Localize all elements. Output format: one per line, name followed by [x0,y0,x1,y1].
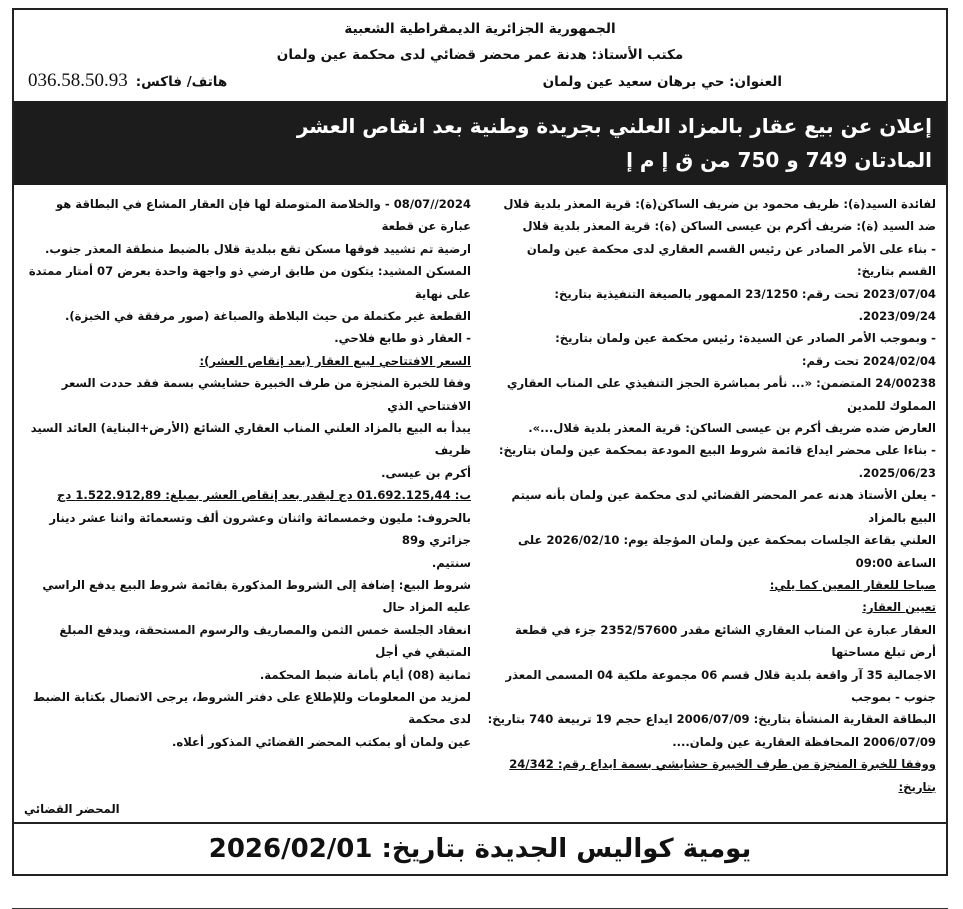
signature-row [14,798,946,822]
notice-title: إعلان عن بيع عقار بالمزاد العلني بجريدة وطنية بعد انقاص العشر [296,114,932,138]
legal-articles: المادتان 749 و 750 من ق إ م إ [626,148,932,172]
text-line: عين ولمان أو بمكتب المحضر القضائي المذكور أعلاه. [171,734,471,749]
contact-row [28,68,932,95]
text-line: العقار عبارة عن المناب العقاري الشائع مقدر 2352/57600 جزء في قطعة أرض تبلغ مساحتها [515,622,936,660]
phone-group [28,68,227,95]
text-line: - بناءا على محضر ايداع قائمة شروط البيع المودعة بمحكمة عين ولمان بتاريخ: [498,443,936,458]
text-line: 2024//08/07 - والخلاصة المتوصلة لها فإن العقار المشاع في البطاقة هو عبارة عن قطعة [55,197,471,234]
text-line: المسكن المشيد: يتكون من طابق ارضي ذو واجهة واحدة بعرض 07 أمتار ممتدة على نهاية [28,264,471,301]
text-line: انعقاد الجلسة خمس الثمن والمصاريف والرسوم المستحقة، ويدفع المبلغ المتبقي في أجل [59,622,471,660]
address: العنوان: حي برهان سعيد عين ولمان [542,74,782,90]
text-line: 2023/07/04 تحت رقم: 23/1250 الممهور بالصيغة التنفيذية بتاريخ: 2023/09/24. [554,286,936,324]
left-column [22,193,471,798]
notice-title-banner [14,101,946,185]
text-line: لمزيد من المعلومات وللإطلاع على دفتر الشروط، يرجى الاتصال بكتابة الضبط لدى محكمة [33,689,471,727]
publication-footer: يومية كواليس الجديدة بتاريخ: 2026/02/01 [14,822,946,874]
text-line: لفائدة السيد(ة): ظريف محمود بن ضريف الساكن(ة): قرية المعذر بلدية قلال [503,197,936,211]
republic-title: الجمهورية الجزائرية الديمقراطية الشعبية [344,21,616,37]
text-line: أكرم بن عيسى. [381,465,471,480]
text-line: ب: 01.692.125,44 دج ليقدر بعد إنقاص العشر بمبلغ: 1.522.912,89 دج [57,488,471,503]
text-line: ووفقا للخبرة المنجزة من طرف الخبيرة حشايشي بسمة ايداع رقم: 24/342 بتاريخ: [509,757,936,794]
text-line: وفقا للخبرة المنجزة من طرف الخبيرة حشايشي بسمة فقد حددت السعر الافتتاحي الذي [61,376,471,413]
text-line: - وبموجب الأمر الصادر عن السيدة: رئيس محكمة عين ولمان بتاريخ: 2024/02/04 تحت رقم: [555,331,936,368]
text-line: صباحا للعقار المعين كما يلي: [769,577,936,592]
notice-header [14,10,946,101]
legal-notice [12,8,948,876]
text-line: تعيين العقار: [862,600,936,615]
text-line: - يعلن الأستاذ هدنه عمر المحضر القضائي لدى محكمة عين ولمان بأنه سيتم البيع بالمزاد [511,488,936,525]
text-line: ارضية تم تشييد فوقها مسكن تقع ببلدية قلال بالضبط منطقة المعذر جنوب. [45,241,471,256]
text-line: يبدأ به البيع بالمزاد العلني المناب العقاري الشائع (الأرض+البناية) العائد السيد ظريف [30,421,471,458]
text-line: ضد السيد (ة): ضريف أكرم بن عيسى الساكن (ة): قرية المعذر بلدية قلال [522,219,936,234]
notice-body [14,185,946,798]
text-line: السعر الافتتاحي لبيع العقار (بعد إنقاص العشر): [199,353,471,368]
text-line: العارض ضده ضريف أكرم بن عيسى الساكن: قرية المعذر بلدية قلال...». [528,421,936,436]
bailiff-office: مكتب الأستاذ: هدنة عمر محضر قضائي لدى محكمة عين ولمان [276,47,684,63]
phone-number: 036.58.50.93 [28,70,128,91]
text-line: ثمانية (08) أيام بأمانة ضبط المحكمة. [259,667,471,682]
signature: المحضر القضائي [24,801,120,816]
text-line: - العقار ذو طابع فلاحي. [334,331,471,346]
text-line: البطاقة العقارية المنشأة بتاريخ: 2006/07/09 ايداع حجم 19 تربيعة 740 بتاريخ: [487,712,936,727]
text-line: 2025/06/23. [858,465,936,480]
text-line: 2006/07/09 المحافظة العقارية عين ولمان.... [672,734,936,749]
text-line: سنتيم. [431,555,471,570]
text-line: القطعة غير مكتملة من حيث البلاطة والصباغة (صور مرفقة في الخبزة). [64,309,471,324]
phone-label: هاتف/ فاكس: [135,74,228,90]
text-line: شروط البيع: إضافة إلى الشروط المذكورة بقائمة شروط البيع يدفع الراسي عليه المزاد حال [42,577,471,615]
text-line: الاجمالية 35 آر واقعة بلدية قلال قسم 06 مجموعة ملكية 04 المسمى المعذر جنوب - بموجب [505,667,936,704]
text-line: - بناء على الأمر الصادر عن رئيس القسم العقاري لدى محكمة عين ولمان القسم بتاريخ: [526,241,936,279]
right-column [487,193,936,798]
text-line: العلني بقاعة الجلسات بمحكمة عين ولمان المؤجلة يوم: 2026/02/10 على الساعة 09:00 [518,533,936,570]
text-line: 24/00238 المتضمن: «... نأمر بمباشرة الحجز التنفيذي على المناب العقاري المملوك للمدين [506,376,936,413]
text-line: بالحروف: مليون وخمسمائة واثنان وعشرون ألف وتسعمائة واثنا عشر دينار جزائري و89 [49,510,471,548]
